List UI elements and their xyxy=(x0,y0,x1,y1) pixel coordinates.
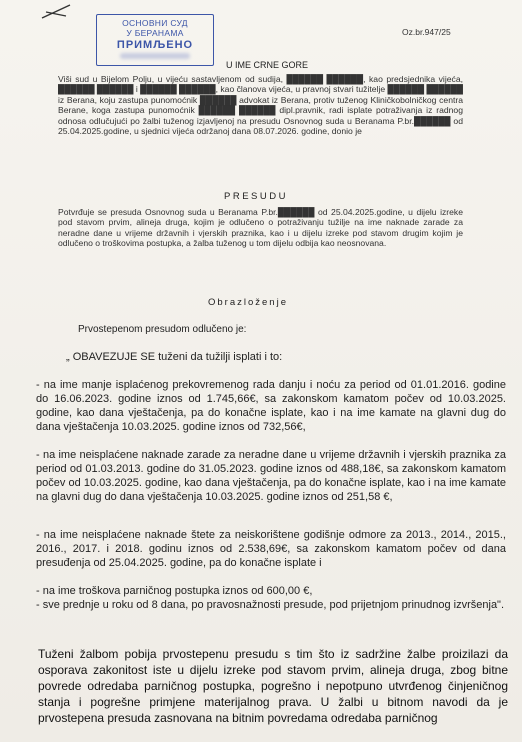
quote-item-deadline: - sve prednje u roku od 8 dana, po pravosnažnosti presude, pod prijetnjom prinudnog izvršenja". xyxy=(36,599,505,611)
appeal-paragraph: Tuženi žalbom pobija prvostepenu presudu s tim što iz sadržine žalbe proizilazi da osporava zakonitost iste u dijelu izreke pod stavom prvim, alineja druga, zbog bitne povrede odredaba parničnog postupka, pogrešno i nepotpuno utvrđenog činjeničnog stanja i pogrešne primjene materijalnog prava. U žalbi u bitnom navodi da je prvostepena presuda zasnovana na bitnim povredama odredaba parničnog xyxy=(38,647,508,725)
quote-item-overtime: - na ime manje isplaćenog prekovremenog rada danju i noću za period od 01.01.2016. godine do 16.06.2023. godine iznos od 1.745,66€, sa zakonskom kamatom počev od 10.03.2025. godine, kao dana vještačenja, pa do konačne isplate, kao i na ime kamate na glavni dug do dana vještačenja 10.03.2025. godine iznos od 732,56€, xyxy=(36,379,506,433)
quote-opening: „ OBAVEZUJE SE tuženi da tužilji isplati i to: xyxy=(66,351,283,363)
reference-number: Oz.br.947/25 xyxy=(402,27,451,37)
reasoning-intro: Prvostepenom presudom odlučeno je: xyxy=(78,324,247,335)
intro-paragraph: Viši sud u Bijelom Polju, u vijeću sastavljenom od sudija, ██████ ██████, kao predsjednika vijeća, ██████ ██████ i ██████ ██████, kao članova vijeća, u pravnoj stvari tužitelje ██████ ██████ iz Berana, koju zastupa punomoćnik ██████ advokat iz Berana, protiv tuženog Kliničkobolničkog centra Berane, koga zastupa punomoćnik ██████ ██████ dipl.pravnik, radi isplate potraživanja iz radnog odnosa odlučujući po žalbi tuženog izjavljenoj na presudu Osnovnog suda u Beranama P.br.██████ od 25.04.2025.godine, u sjednici vijeća održanoj dana 08.07.2026. godine, donio je xyxy=(58,74,463,137)
stamp-line-city: У БЕРАНАМА xyxy=(126,28,184,38)
intro-title: U IME CRNE GORE xyxy=(226,60,309,70)
verdict-paragraph: Potvrđuje se presuda Osnovnog suda u Beranama P.br.██████ od 25.04.2025.godine, u dijelu izreke pod stavom prvim, alineja druga, kojim je odlučeno o potraživanju tužilje na ime naknade zarade za neradne dane u vrijeme državnih i vjerskih praznika, kao i u dijelu izreke pod stavom drugim kojim je odlučeno o troškovima postupka, a žalba tuženog u tom dijelu odbija kao neosnovana. xyxy=(58,207,463,249)
stamp-redacted-date xyxy=(120,53,190,59)
stamp-line-court: ОСНОВНИ СУД xyxy=(122,18,188,28)
quote-item-holidays: - na ime neisplaćene naknade zarade za neradne dane u vrijeme državnih i vjerskih praznika za period od 01.03.2013. godine do 31.05.2023. godine iznos od 488,18€, sa zakonskom kamatom počev od 10.03.2025. godine, kao dana vještačenja, pa do konačne isplate, kao i na ime kamate na glavni dug do dana vještačenja 10.03.2025. godine iznos od 251,58 €, xyxy=(36,449,506,503)
reasoning-heading: Obrazloženje xyxy=(208,297,288,308)
quote-item-vacation: - na ime neisplaćene naknade štete za neiskorištene godišnje odmore za 2013., 2014., 2015., 2016., 2017. i 2018. godinu iznos od 2.538,69€, sa zakonskom kamatom počev od dana presuđenja od 25.04.2025. godine, pa do konačne isplate i xyxy=(36,529,506,569)
received-stamp xyxy=(96,14,214,66)
stamp-line-received: ПРИМЉЕНО xyxy=(116,39,194,51)
quote-item-costs: - na ime troškova parničnog postupka iznos od 600,00 €, xyxy=(36,585,313,597)
handwritten-mark-icon xyxy=(40,2,80,22)
verdict-heading: PRESUDU xyxy=(224,191,288,202)
